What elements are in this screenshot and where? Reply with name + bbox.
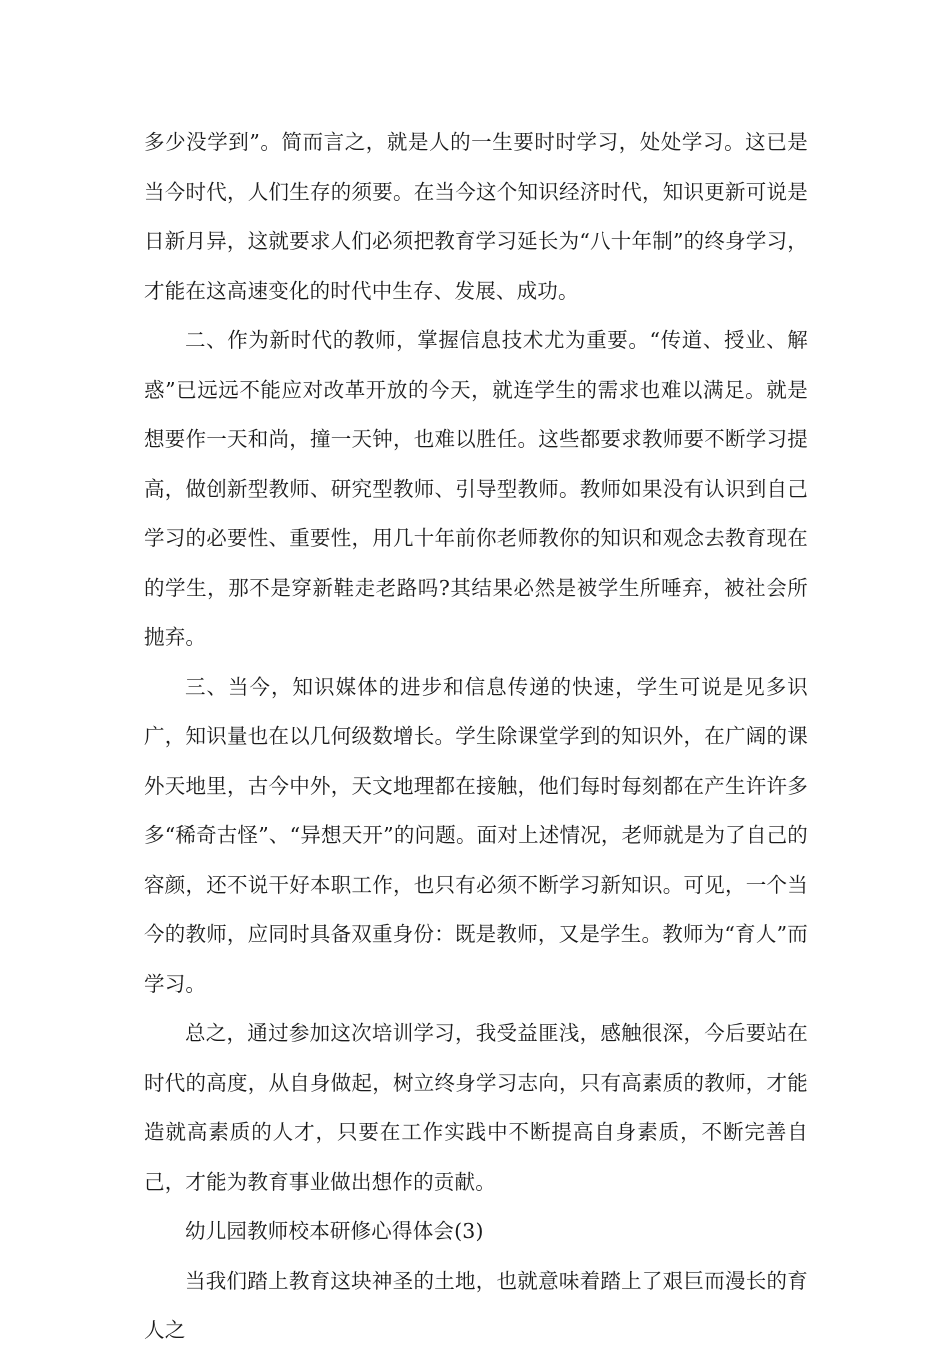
document-body	[144, 118, 808, 1356]
paragraph-opening: 当我们踏上教育这块神圣的土地，也就意味着踏上了艰巨而漫长的育人之	[144, 1268, 808, 1342]
paragraph-conclusion: 总之，通过参加这次培训学习，我受益匪浅，感触很深，今后要站在时代的高度，从自身做起，树立终身学习志向，只有高素质的教师，才能造就高素质的人才，只要在工作实践中不断提高自身素质，不断完善自己，才能为教育事业做出想作的贡献。	[144, 1021, 808, 1194]
paragraph-continuation: 多少没学到”。简而言之，就是人的一生要时时学习，处处学习。这已是当今时代，人们生存的须要。在当今这个知识经济时代，知识更新可说是日新月异，这就要求人们必须把教育学习延长为“八十年制”的终身学习，才能在这高速变化的时代中生存、发展、成功。	[144, 130, 808, 303]
paragraph-section-three: 三、当今，知识媒体的进步和信息传递的快速，学生可说是见多识广，知识量也在以几何级数增长。学生除课堂学到的知识外，在广阔的课外天地里，古今中外，天文地理都在接触，他们每时每刻都在产生许许多多“稀奇古怪”、“异想天开”的问题。面对上述情况，老师就是为了自己的容颜，还不说干好本职工作，也只有必须不断学习新知识。可见，一个当今的教师，应同时具备双重身份：既是教师，又是学生。教师为“育人”而学习。	[144, 674, 808, 996]
paragraph-section-two: 二、作为新时代的教师，掌握信息技术尤为重要。“传道、授业、解惑”已远远不能应对改革开放的今天，就连学生的需求也难以满足。就是想要作一天和尚，撞一天钟，也难以胜任。这些都要求教师要不断学习提高，做创新型教师、研究型教师、引导型教师。教师如果没有认识到自己学习的必要性、重要性，用几十年前你老师教你的知识和观念去教育现在的学生，那不是穿新鞋走老路吗?其结果必然是被学生所唾弃，被社会所抛弃。	[144, 328, 808, 649]
section-heading: 幼儿园教师校本研修心得体会(3)	[185, 1219, 484, 1243]
